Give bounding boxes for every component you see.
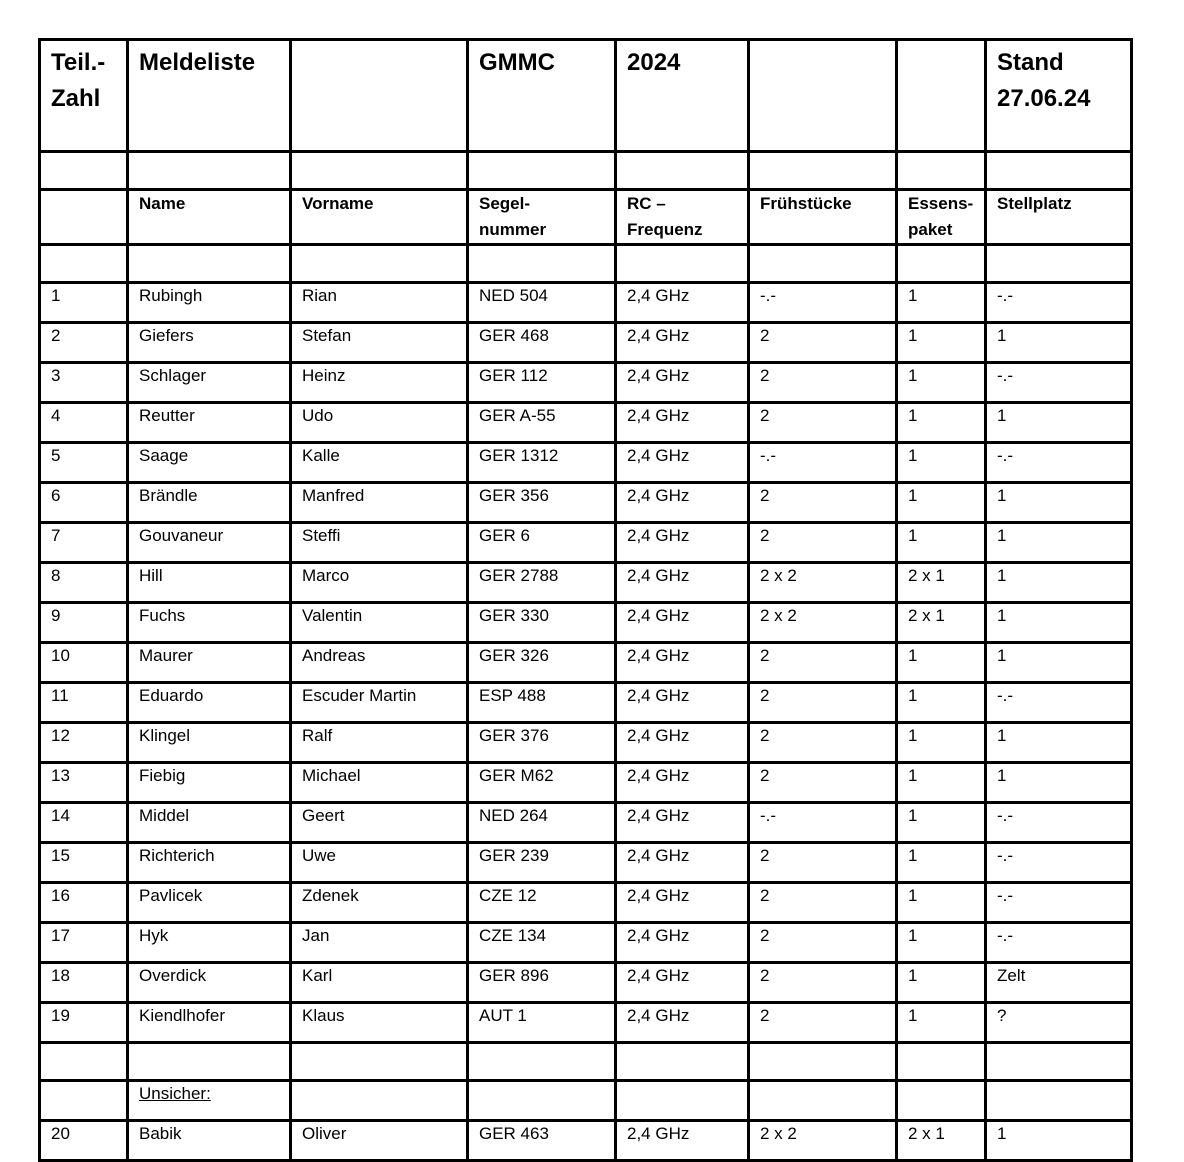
title-teilzahl [40,40,128,152]
cell-rc-frequenz: 2,4 GHz [616,883,749,923]
cell-name: Pavlicek [128,883,291,923]
header-segelnummer-line1: Segel- [479,194,531,213]
table-row [40,1003,1132,1043]
cell-fruehstuecke: 2 [749,763,897,803]
cell-essenspaket: 1 [897,323,986,363]
cell-stellplatz: 1 [986,723,1132,763]
unsicher-label: Unsicher: [139,1084,211,1103]
cell-rc-frequenz: 2,4 GHz [616,843,749,883]
cell-essenspaket: 2 x 1 [897,603,986,643]
cell-rc-frequenz: 2,4 GHz [616,803,749,843]
cell-nr: 9 [40,603,128,643]
cell-name: Babik [128,1121,291,1161]
cell-nr: 10 [40,643,128,683]
cell-fruehstuecke: 2 [749,923,897,963]
cell-segelnummer: GER 376 [468,723,616,763]
cell-segelnummer: CZE 134 [468,923,616,963]
cell-stellplatz: -.- [986,283,1132,323]
cell-name: Reutter [128,403,291,443]
title-row [40,40,1132,152]
cell-stellplatz: 1 [986,763,1132,803]
cell-rc-frequenz: 2,4 GHz [616,1003,749,1043]
header-rc-frequenz [616,190,749,245]
cell-rc-frequenz: 2,4 GHz [616,643,749,683]
cell-stellplatz: -.- [986,923,1132,963]
cell-name: Kiendlhofer [128,1003,291,1043]
cell-essenspaket: 2 x 1 [897,1121,986,1161]
cell-vorname: Steffi [291,523,468,563]
cell-fruehstuecke: 2 x 2 [749,603,897,643]
cell-fruehstuecke: 2 [749,523,897,563]
cell-name: Hill [128,563,291,603]
cell-fruehstuecke: 2 x 2 [749,563,897,603]
cell-nr: 17 [40,923,128,963]
header-segelnummer-line2: nummer [479,220,547,239]
header-segelnummer [468,190,616,245]
cell-nr: 1 [40,283,128,323]
cell-stellplatz: 1 [986,1121,1132,1161]
header-essenspaket [897,190,986,245]
header-essenspaket-line1: Essens- [908,194,974,213]
cell-rc-frequenz: 2,4 GHz [616,1121,749,1161]
cell-fruehstuecke: 2 [749,323,897,363]
table-row [40,923,1132,963]
cell-name: Schlager [128,363,291,403]
cell-name: Overdick [128,963,291,1003]
cell-fruehstuecke: -.- [749,803,897,843]
cell-rc-frequenz: 2,4 GHz [616,603,749,643]
cell-nr: 14 [40,803,128,843]
cell-stellplatz: -.- [986,683,1132,723]
table-row [40,483,1132,523]
title-meldeliste: Meldeliste [128,40,291,152]
cell-name: Gouvaneur [128,523,291,563]
cell-name: Richterich [128,843,291,883]
table-row [40,723,1132,763]
cell-nr: 18 [40,963,128,1003]
cell-stellplatz: 1 [986,523,1132,563]
cell-fruehstuecke: 2 [749,843,897,883]
title-teilzahl-line2: Zahl [51,85,101,112]
table-row [40,643,1132,683]
table-row [40,683,1132,723]
cell-segelnummer: GER M62 [468,763,616,803]
cell-stellplatz: ? [986,1003,1132,1043]
cell-stellplatz: -.- [986,883,1132,923]
header-nr [40,190,128,245]
cell-nr: 5 [40,443,128,483]
cell-name: Eduardo [128,683,291,723]
table-row [40,1121,1132,1161]
cell-rc-frequenz: 2,4 GHz [616,323,749,363]
table-row [40,523,1132,563]
cell-segelnummer: NED 504 [468,283,616,323]
cell-essenspaket: 1 [897,523,986,563]
spacer-row [40,1043,1132,1081]
cell-vorname: Oliver [291,1121,468,1161]
table-row [40,803,1132,843]
cell-name: Maurer [128,643,291,683]
cell-fruehstuecke: 2 [749,683,897,723]
header-fruehstuecke: Frühstücke [749,190,897,245]
cell-essenspaket: 1 [897,963,986,1003]
cell-segelnummer: GER 6 [468,523,616,563]
cell-essenspaket: 1 [897,483,986,523]
cell-stellplatz: -.- [986,443,1132,483]
cell-segelnummer: GER 326 [468,643,616,683]
cell-name: Hyk [128,923,291,963]
cell-vorname: Kalle [291,443,468,483]
cell-stellplatz: 1 [986,403,1132,443]
cell-stellplatz: 1 [986,643,1132,683]
unsicher-row [40,1081,1132,1121]
cell-nr: 8 [40,563,128,603]
cell-rc-frequenz: 2,4 GHz [616,523,749,563]
cell-name: Saage [128,443,291,483]
cell-segelnummer: GER 356 [468,483,616,523]
cell-segelnummer: GER 239 [468,843,616,883]
title-year: 2024 [616,40,749,152]
table-row [40,323,1132,363]
cell-rc-frequenz: 2,4 GHz [616,403,749,443]
cell-vorname: Valentin [291,603,468,643]
cell-stellplatz: -.- [986,843,1132,883]
cell-nr: 2 [40,323,128,363]
meldeliste-document [38,38,1133,1162]
title-teilzahl-line1: Teil.- [51,49,106,76]
table-row [40,843,1132,883]
table-row [40,883,1132,923]
cell-rc-frequenz: 2,4 GHz [616,723,749,763]
header-essenspaket-line2: paket [908,220,953,239]
header-rc-frequenz-line1: RC – [627,194,666,213]
table-row [40,603,1132,643]
cell-vorname: Ralf [291,723,468,763]
cell-segelnummer: AUT 1 [468,1003,616,1043]
cell-segelnummer: GER 1312 [468,443,616,483]
cell-fruehstuecke: 2 [749,963,897,1003]
cell-name: Fuchs [128,603,291,643]
cell-vorname: Karl [291,963,468,1003]
cell-vorname: Udo [291,403,468,443]
cell-rc-frequenz: 2,4 GHz [616,363,749,403]
cell-vorname: Marco [291,563,468,603]
cell-segelnummer: GER 468 [468,323,616,363]
cell-fruehstuecke: -.- [749,443,897,483]
cell-rc-frequenz: 2,4 GHz [616,923,749,963]
cell-name: Fiebig [128,763,291,803]
table-row [40,963,1132,1003]
spacer-row [40,245,1132,283]
cell-essenspaket: 1 [897,883,986,923]
cell-nr: 12 [40,723,128,763]
cell-fruehstuecke: -.- [749,283,897,323]
title-empty-1 [291,40,468,152]
cell-segelnummer: GER 112 [468,363,616,403]
cell-nr: 13 [40,763,128,803]
meldeliste-table [38,38,1133,1162]
cell-stellplatz: 1 [986,323,1132,363]
cell-stellplatz: -.- [986,363,1132,403]
cell-vorname: Stefan [291,323,468,363]
cell-name: Klingel [128,723,291,763]
cell-vorname: Jan [291,923,468,963]
header-rc-frequenz-line2: Frequenz [627,220,703,239]
cell-name: Middel [128,803,291,843]
cell-segelnummer: GER A-55 [468,403,616,443]
table-row [40,283,1132,323]
cell-segelnummer: GER 2788 [468,563,616,603]
cell-vorname: Klaus [291,1003,468,1043]
cell-rc-frequenz: 2,4 GHz [616,963,749,1003]
cell-vorname: Andreas [291,643,468,683]
cell-segelnummer: CZE 12 [468,883,616,923]
cell-vorname: Rian [291,283,468,323]
title-gmmc: GMMC [468,40,616,152]
table-row [40,563,1132,603]
cell-stellplatz: 1 [986,483,1132,523]
header-name: Name [128,190,291,245]
cell-nr: 19 [40,1003,128,1043]
title-empty-3 [897,40,986,152]
cell-essenspaket: 1 [897,843,986,883]
header-stellplatz: Stellplatz [986,190,1132,245]
cell-rc-frequenz: 2,4 GHz [616,483,749,523]
cell-rc-frequenz: 2,4 GHz [616,563,749,603]
header-row [40,190,1132,245]
title-stand-label: Stand [997,49,1064,76]
cell-nr: 3 [40,363,128,403]
cell-nr: 7 [40,523,128,563]
cell-nr: 11 [40,683,128,723]
cell-fruehstuecke: 2 [749,1003,897,1043]
cell-segelnummer: GER 896 [468,963,616,1003]
cell-fruehstuecke: 2 [749,363,897,403]
cell-essenspaket: 2 x 1 [897,563,986,603]
title-stand [986,40,1132,152]
table-row [40,363,1132,403]
spacer-row [40,152,1132,190]
cell-vorname: Uwe [291,843,468,883]
cell-essenspaket: 1 [897,643,986,683]
cell-stellplatz: Zelt [986,963,1132,1003]
cell-essenspaket: 1 [897,763,986,803]
cell-essenspaket: 1 [897,283,986,323]
cell-vorname: Manfred [291,483,468,523]
cell-fruehstuecke: 2 [749,723,897,763]
cell-name: Brändle [128,483,291,523]
cell-vorname: Zdenek [291,883,468,923]
cell-nr: 4 [40,403,128,443]
table-row [40,763,1132,803]
cell-name: Giefers [128,323,291,363]
cell-rc-frequenz: 2,4 GHz [616,283,749,323]
table-row [40,403,1132,443]
cell-stellplatz: 1 [986,563,1132,603]
cell-essenspaket: 1 [897,443,986,483]
cell-rc-frequenz: 2,4 GHz [616,683,749,723]
cell-fruehstuecke: 2 [749,403,897,443]
cell-vorname: Michael [291,763,468,803]
cell-fruehstuecke: 2 [749,643,897,683]
title-empty-2 [749,40,897,152]
cell-stellplatz: 1 [986,603,1132,643]
cell-essenspaket: 1 [897,1003,986,1043]
cell-segelnummer: NED 264 [468,803,616,843]
cell-essenspaket: 1 [897,803,986,843]
cell-vorname: Geert [291,803,468,843]
cell-fruehstuecke: 2 [749,483,897,523]
cell-segelnummer: ESP 488 [468,683,616,723]
table-row [40,443,1132,483]
cell-nr: 16 [40,883,128,923]
cell-fruehstuecke: 2 [749,883,897,923]
cell-fruehstuecke: 2 x 2 [749,1121,897,1161]
cell-essenspaket: 1 [897,403,986,443]
cell-stellplatz: -.- [986,803,1132,843]
cell-nr: 15 [40,843,128,883]
cell-essenspaket: 1 [897,363,986,403]
cell-segelnummer: GER 330 [468,603,616,643]
title-stand-date: 27.06.24 [997,85,1091,112]
cell-essenspaket: 1 [897,923,986,963]
cell-rc-frequenz: 2,4 GHz [616,443,749,483]
cell-vorname: Heinz [291,363,468,403]
header-vorname: Vorname [291,190,468,245]
cell-essenspaket: 1 [897,683,986,723]
cell-nr: 20 [40,1121,128,1161]
cell-vorname: Escuder Martin [291,683,468,723]
cell-segelnummer: GER 463 [468,1121,616,1161]
cell-rc-frequenz: 2,4 GHz [616,763,749,803]
cell-essenspaket: 1 [897,723,986,763]
cell-name: Rubingh [128,283,291,323]
cell-nr: 6 [40,483,128,523]
